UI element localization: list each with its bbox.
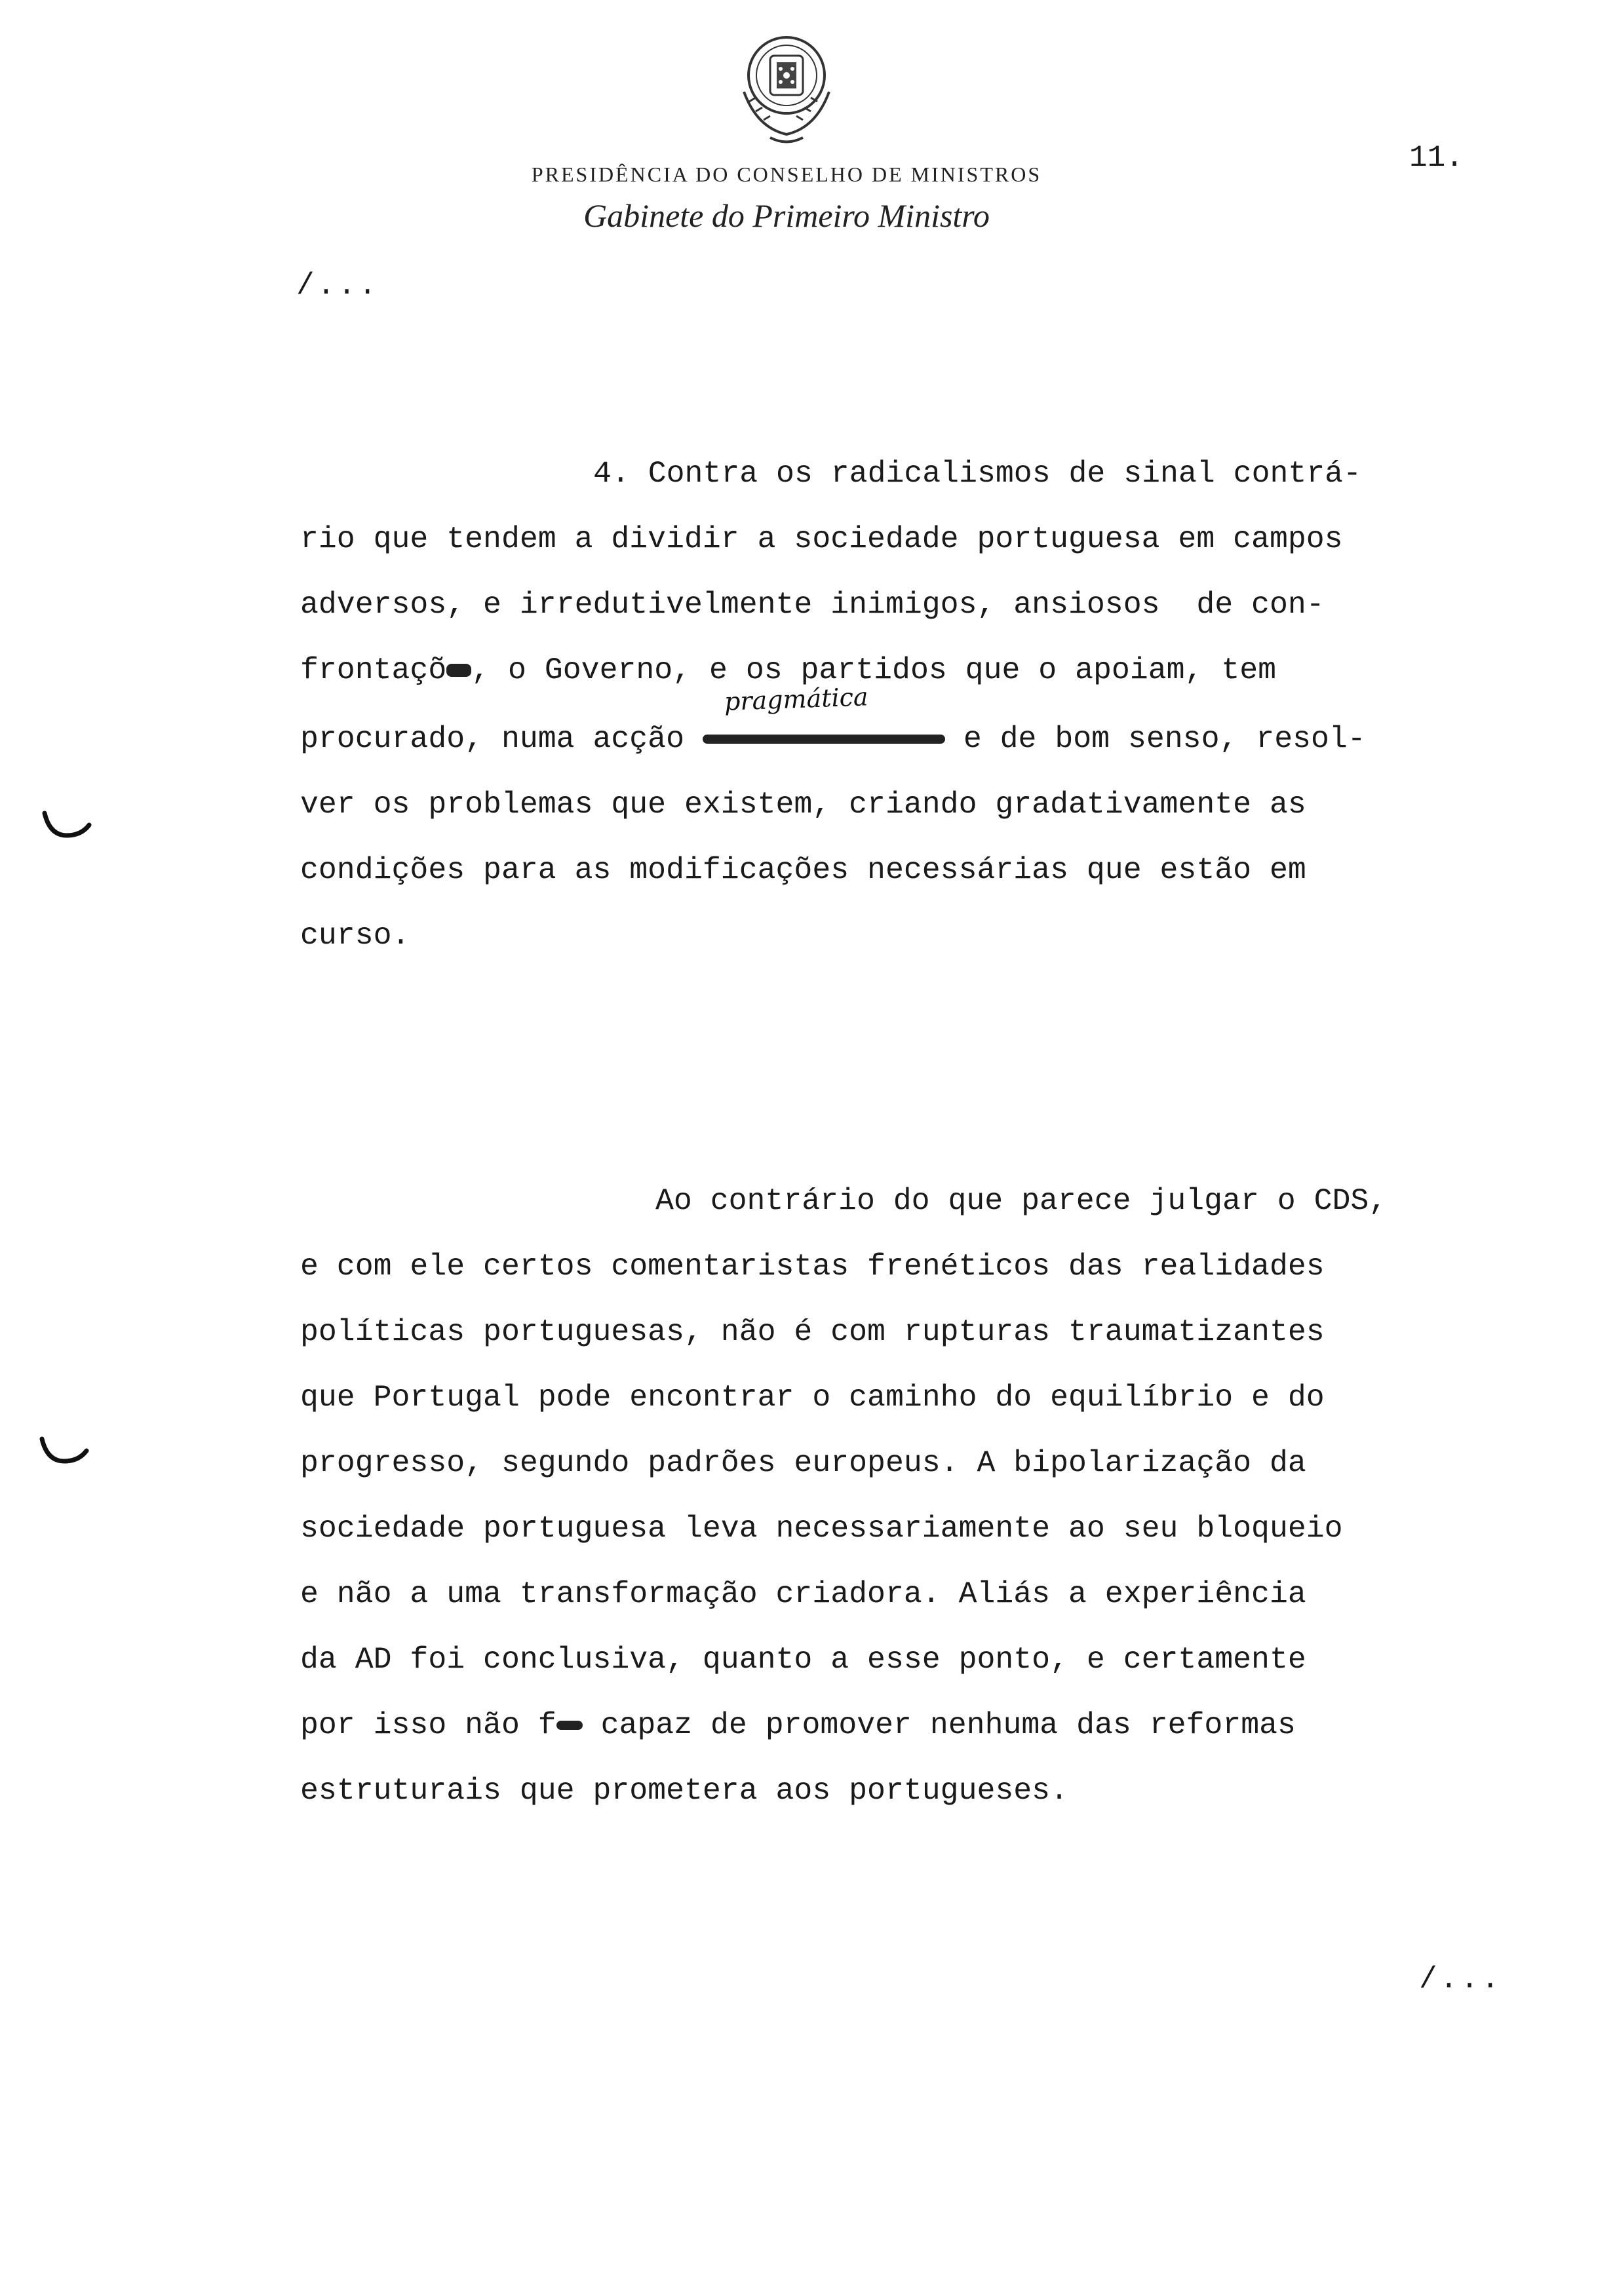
paragraph-2-line: que Portugal pode encontrar o caminho do equilíbrio e do [300,1380,1325,1415]
paragraph-1-line: curso. [300,918,410,953]
coat-of-arms-icon [731,29,842,147]
margin-mark-icon [38,1435,90,1468]
paragraph-1-line: ver os problemas que existem, criando gradativamente as [300,787,1306,822]
text-fragment: capaz de promover nenhuma das reformas [582,1708,1296,1742]
ink-correction-blot [446,664,471,677]
handwritten-annotation: pragmática [724,682,869,716]
paragraph-2-line: sociedade portuguesa leva necessariamente ao seu bloqueio [300,1511,1343,1546]
ink-correction-blot [556,1721,583,1730]
margin-mark-icon [41,809,93,842]
paragraph-2-line: e não a uma transformação criadora. Aliás a experiência [300,1577,1306,1611]
continuation-mark-top: /... [296,269,379,303]
paragraph-2-line: progresso, segundo padrões europeus. A bipolarização da [300,1445,1306,1480]
paragraph-1-line: condições para as modificações necessárias que estão em [300,852,1306,887]
paragraph-2-line: da AD foi conclusiva, quanto a esse ponto, e certamente [300,1642,1306,1677]
paragraph-2-line: Ao contrário do que parece julgar o CDS, [655,1183,1388,1218]
text-fragment: e de bom senso, resol- [963,721,1366,756]
text-fragment: por isso não f [300,1708,556,1742]
paragraph-2-line: políticas portuguesas, não é com rupturas traumatizantes [300,1314,1325,1349]
paragraph-1-line: rio que tendem a dividir a sociedade portuguesa em campos [300,522,1343,556]
text-fragment: frontaçõ [300,653,447,687]
paragraph-1-line [300,721,1366,756]
continuation-mark-bottom: /... [1419,1962,1502,1997]
text-fragment: , o Governo, e os partidos que o apoiam, tem [471,653,1277,687]
paragraph-1-line: adversos, e irredutivelmente inimigos, ansiosos de con- [300,587,1325,622]
paragraph-1-line: 4. Contra os radicalismos de sinal contrá- [593,456,1361,491]
page-number: 11. [1409,141,1464,175]
paragraph-2-line: e com ele certos comentaristas frenéticos das realidades [300,1249,1325,1284]
paragraph-2-line: estruturais que prometera aos portugueses. [300,1773,1068,1808]
paragraph-1-line [300,655,1276,686]
letterhead-subtitle: Gabinete do Primeiro Ministro [583,197,990,234]
ink-correction-blot [703,735,945,744]
text-fragment: procurado, numa acção [300,721,684,756]
letterhead-title: PRESIDÊNCIA DO CONSELHO DE MINISTROS [531,163,1042,186]
paragraph-2-line [300,1710,1296,1741]
